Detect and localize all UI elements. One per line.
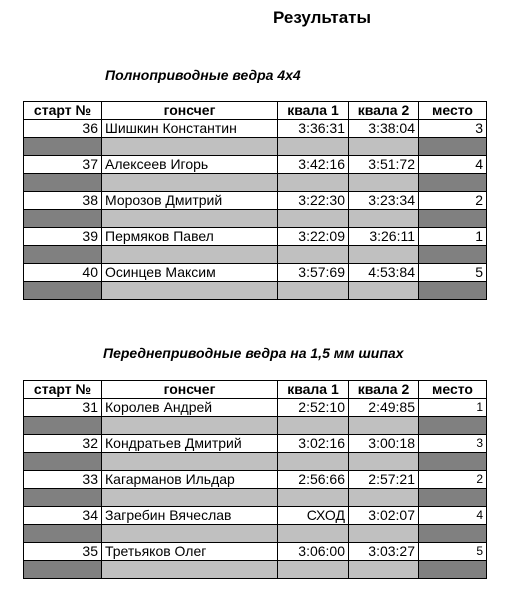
- cell-start-number: 32: [24, 435, 102, 453]
- table-row: [24, 192, 487, 210]
- cell-place: 1: [419, 399, 487, 417]
- cell-qual-2: 3:51:72: [349, 156, 419, 174]
- separator-cell: [349, 489, 419, 507]
- cell-start-number: 37: [24, 156, 102, 174]
- cell-qual-1: 3:57:69: [278, 264, 349, 282]
- separator-cell: [349, 525, 419, 543]
- separator-cell: [102, 417, 278, 435]
- separator-cell: [419, 453, 487, 471]
- cell-start-number: 31: [24, 399, 102, 417]
- cell-racer-name: Морозов Дмитрий: [102, 192, 278, 210]
- header-place: место: [419, 102, 487, 120]
- separator-cell: [278, 489, 349, 507]
- cell-start-number: 34: [24, 507, 102, 525]
- table-row: [24, 435, 487, 453]
- separator-cell: [419, 489, 487, 507]
- separator-cell: [278, 138, 349, 156]
- results-table-fwd: [23, 380, 487, 579]
- cell-qual-2: 3:03:27: [349, 543, 419, 561]
- cell-qual-2: 4:53:84: [349, 264, 419, 282]
- separator-cell: [102, 246, 278, 264]
- cell-start-number: 35: [24, 543, 102, 561]
- header-racer: гонсчег: [102, 102, 278, 120]
- separator-cell: [24, 525, 102, 543]
- separator-row: [24, 453, 487, 471]
- cell-qual-2: 3:00:18: [349, 435, 419, 453]
- cell-start-number: 33: [24, 471, 102, 489]
- separator-cell: [349, 246, 419, 264]
- cell-racer-name: Загребин Вячеслав: [102, 507, 278, 525]
- cell-qual-2: 2:57:21: [349, 471, 419, 489]
- cell-place: 1: [419, 228, 487, 246]
- separator-row: [24, 174, 487, 192]
- separator-cell: [24, 417, 102, 435]
- separator-cell: [24, 282, 102, 300]
- cell-qual-1: 3:42:16: [278, 156, 349, 174]
- separator-cell: [278, 246, 349, 264]
- table-row: [24, 156, 487, 174]
- cell-place: 4: [419, 507, 487, 525]
- cell-racer-name: Осинцев Максим: [102, 264, 278, 282]
- separator-cell: [419, 525, 487, 543]
- separator-cell: [24, 246, 102, 264]
- table-body: [24, 399, 487, 579]
- separator-row: [24, 210, 487, 228]
- table-row: [24, 120, 487, 138]
- table-row: [24, 543, 487, 561]
- separator-cell: [102, 561, 278, 579]
- separator-row: [24, 138, 487, 156]
- table-header-row: [24, 381, 487, 399]
- header-qual-2: квала 2: [349, 102, 419, 120]
- cell-place: 3: [419, 435, 487, 453]
- separator-cell: [102, 525, 278, 543]
- cell-qual-1: 3:36:31: [278, 120, 349, 138]
- cell-place: 5: [419, 543, 487, 561]
- header-start: старт №: [24, 381, 102, 399]
- separator-cell: [419, 138, 487, 156]
- separator-cell: [419, 210, 487, 228]
- separator-row: [24, 282, 487, 300]
- header-qual-2: квала 2: [349, 381, 419, 399]
- cell-qual-2: 3:26:11: [349, 228, 419, 246]
- cell-qual-1: 3:22:30: [278, 192, 349, 210]
- table-row: [24, 228, 487, 246]
- separator-cell: [102, 282, 278, 300]
- separator-cell: [24, 138, 102, 156]
- separator-cell: [102, 489, 278, 507]
- cell-qual-1: СХОД: [278, 507, 349, 525]
- separator-cell: [102, 138, 278, 156]
- separator-cell: [24, 210, 102, 228]
- separator-cell: [24, 174, 102, 192]
- separator-cell: [419, 417, 487, 435]
- separator-cell: [419, 561, 487, 579]
- separator-cell: [349, 138, 419, 156]
- table-body: [24, 120, 487, 300]
- cell-start-number: 38: [24, 192, 102, 210]
- separator-cell: [278, 174, 349, 192]
- separator-cell: [278, 282, 349, 300]
- cell-start-number: 39: [24, 228, 102, 246]
- cell-place: 5: [419, 264, 487, 282]
- separator-cell: [24, 489, 102, 507]
- cell-qual-1: 2:52:10: [278, 399, 349, 417]
- cell-racer-name: Королев Андрей: [102, 399, 278, 417]
- separator-row: [24, 417, 487, 435]
- separator-cell: [278, 453, 349, 471]
- table-row: [24, 399, 487, 417]
- cell-start-number: 40: [24, 264, 102, 282]
- table-row: [24, 471, 487, 489]
- table-row: [24, 507, 487, 525]
- separator-cell: [349, 174, 419, 192]
- separator-cell: [278, 561, 349, 579]
- cell-place: 2: [419, 192, 487, 210]
- table-row: [24, 264, 487, 282]
- section-title-fwd: Переднеприводные ведра на 1,5 мм шипах: [103, 345, 404, 361]
- cell-place: 2: [419, 471, 487, 489]
- cell-racer-name: Алексеев Игорь: [102, 156, 278, 174]
- page-title: Результаты: [273, 8, 372, 27]
- cell-racer-name: Пермяков Павел: [102, 228, 278, 246]
- separator-cell: [419, 246, 487, 264]
- header-racer: гонсчег: [102, 381, 278, 399]
- separator-cell: [349, 417, 419, 435]
- separator-cell: [102, 453, 278, 471]
- cell-qual-1: 3:06:00: [278, 543, 349, 561]
- cell-qual-2: 2:49:85: [349, 399, 419, 417]
- cell-qual-1: 3:02:16: [278, 435, 349, 453]
- cell-qual-2: 3:02:07: [349, 507, 419, 525]
- cell-racer-name: Шишкин Константин: [102, 120, 278, 138]
- cell-qual-1: 2:56:66: [278, 471, 349, 489]
- separator-cell: [278, 417, 349, 435]
- separator-row: [24, 525, 487, 543]
- cell-start-number: 36: [24, 120, 102, 138]
- cell-racer-name: Третьяков Олег: [102, 543, 278, 561]
- separator-cell: [349, 561, 419, 579]
- table-header-row: [24, 102, 487, 120]
- cell-qual-2: 3:23:34: [349, 192, 419, 210]
- cell-place: 3: [419, 120, 487, 138]
- separator-cell: [24, 453, 102, 471]
- results-table-awd: [23, 101, 487, 300]
- separator-cell: [419, 174, 487, 192]
- header-qual-1: квала 1: [278, 102, 349, 120]
- separator-row: [24, 246, 487, 264]
- separator-cell: [349, 453, 419, 471]
- separator-cell: [349, 210, 419, 228]
- separator-row: [24, 561, 487, 579]
- cell-racer-name: Кондратьев Дмитрий: [102, 435, 278, 453]
- separator-cell: [419, 282, 487, 300]
- header-start: старт №: [24, 102, 102, 120]
- cell-place: 4: [419, 156, 487, 174]
- header-qual-1: квала 1: [278, 381, 349, 399]
- cell-racer-name: Кагарманов Ильдар: [102, 471, 278, 489]
- cell-qual-1: 3:22:09: [278, 228, 349, 246]
- separator-cell: [278, 210, 349, 228]
- separator-cell: [24, 561, 102, 579]
- header-place: место: [419, 381, 487, 399]
- cell-qual-2: 3:38:04: [349, 120, 419, 138]
- separator-cell: [102, 210, 278, 228]
- section-title-awd: Полноприводные ведра 4х4: [105, 67, 301, 83]
- separator-cell: [102, 174, 278, 192]
- separator-cell: [278, 525, 349, 543]
- separator-cell: [349, 282, 419, 300]
- separator-row: [24, 489, 487, 507]
